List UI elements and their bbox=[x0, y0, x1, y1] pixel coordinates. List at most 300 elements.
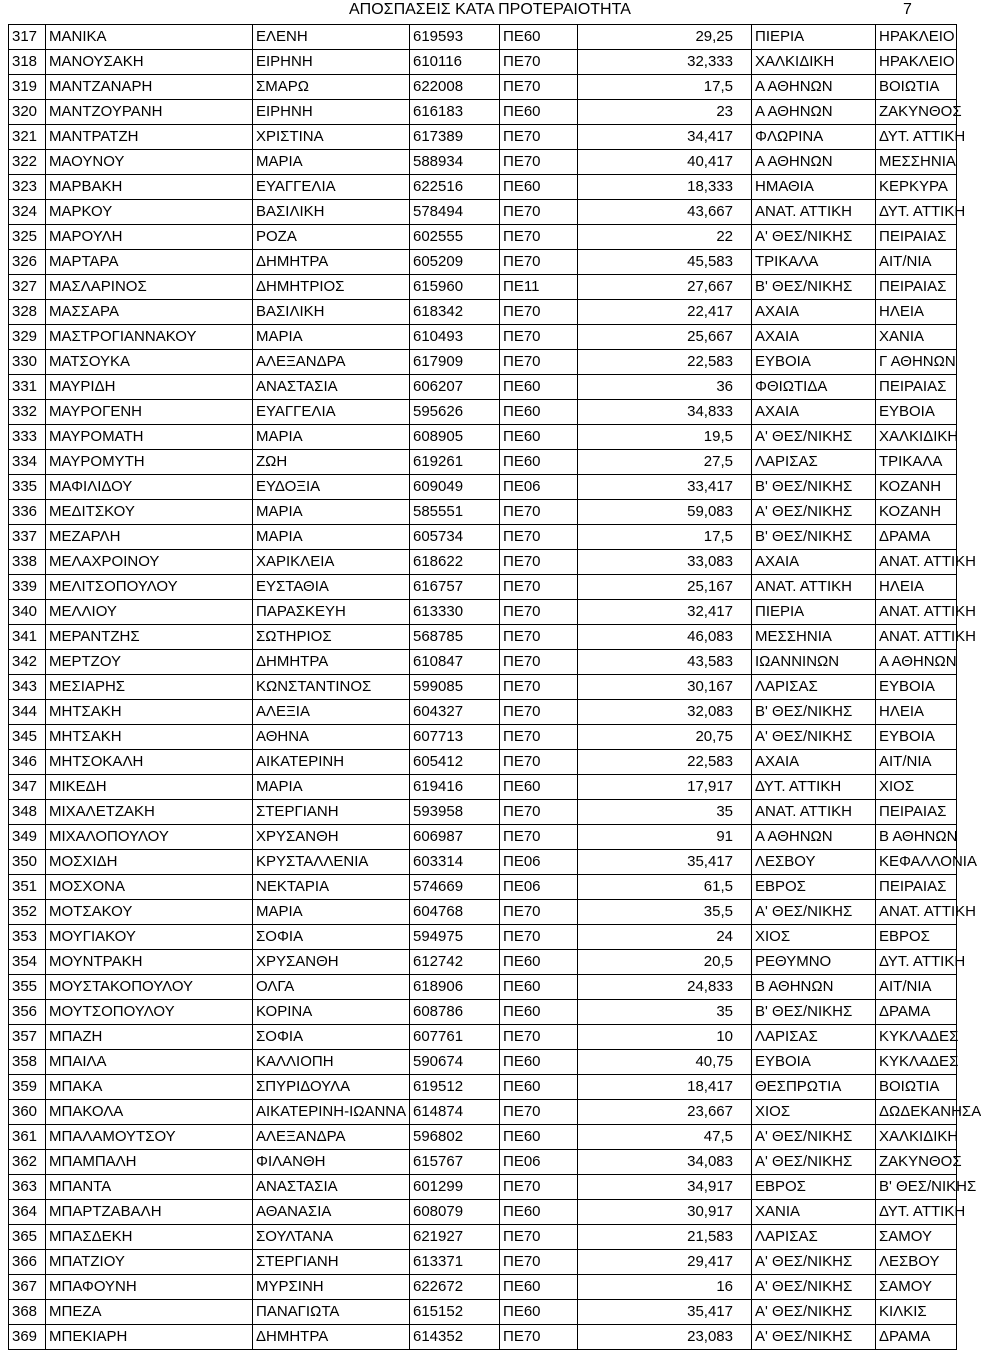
origin-area-cell: Α' ΘΕΣ/ΝΙΚΗΣ bbox=[752, 1150, 876, 1175]
specialty-cell: ΠΕ70 bbox=[500, 1250, 578, 1275]
registry-number-cell: 608905 bbox=[410, 425, 500, 450]
table-row bbox=[9, 1325, 957, 1350]
first-name-cell: ΕΙΡΗΝΗ bbox=[253, 50, 410, 75]
first-name-cell: ΣΠΥΡΙΔΟΥΛΑ bbox=[253, 1075, 410, 1100]
first-name-cell: ΣΤΕΡΓΙΑΝΗ bbox=[253, 1250, 410, 1275]
table-row bbox=[9, 150, 957, 175]
points-cell: 30,167 bbox=[578, 675, 752, 700]
table-row bbox=[9, 950, 957, 975]
first-name-cell: ΚΟΡΙΝΑ bbox=[253, 1000, 410, 1025]
destination-area-cell: ΔΥΤ. ΑΤΤΙΚΗ bbox=[876, 125, 957, 150]
registry-number-cell: 605412 bbox=[410, 750, 500, 775]
surname-cell: ΜΑΡΟΥΛΗ bbox=[46, 225, 253, 250]
surname-cell: ΜΠΑΖΗ bbox=[46, 1025, 253, 1050]
origin-area-cell: ΤΡΙΚΑΛΑ bbox=[752, 250, 876, 275]
table-row bbox=[9, 350, 957, 375]
row-number-cell: 320 bbox=[9, 100, 46, 125]
destination-area-cell: ΖΑΚΥΝΘΟΣ bbox=[876, 100, 957, 125]
points-cell: 24,833 bbox=[578, 975, 752, 1000]
table-row bbox=[9, 625, 957, 650]
destination-area-cell: ΣΑΜΟΥ bbox=[876, 1225, 957, 1250]
origin-area-cell: ΦΛΩΡΙΝΑ bbox=[752, 125, 876, 150]
first-name-cell: ΣΟΦΙΑ bbox=[253, 925, 410, 950]
row-number-cell: 351 bbox=[9, 875, 46, 900]
table-row bbox=[9, 575, 957, 600]
row-number-cell: 335 bbox=[9, 475, 46, 500]
registry-number-cell: 574669 bbox=[410, 875, 500, 900]
destination-area-cell: ΚΥΚΛΑΔΕΣ bbox=[876, 1025, 957, 1050]
surname-cell: ΜΑΥΡΟΜΥΤΗ bbox=[46, 450, 253, 475]
destination-area-cell: ΗΛΕΙΑ bbox=[876, 300, 957, 325]
first-name-cell: ΑΙΚΑΤΕΡΙΝΗ bbox=[253, 750, 410, 775]
registry-number-cell: 605209 bbox=[410, 250, 500, 275]
points-cell: 23,667 bbox=[578, 1100, 752, 1125]
points-cell: 45,583 bbox=[578, 250, 752, 275]
origin-area-cell: ΔΥΤ. ΑΤΤΙΚΗ bbox=[752, 775, 876, 800]
first-name-cell: ΕΙΡΗΝΗ bbox=[253, 100, 410, 125]
origin-area-cell: Β' ΘΕΣ/ΝΙΚΗΣ bbox=[752, 525, 876, 550]
origin-area-cell: ΜΕΣΣΗΝΙΑ bbox=[752, 625, 876, 650]
table-row bbox=[9, 1275, 957, 1300]
destination-area-cell: ΒΟΙΩΤΙΑ bbox=[876, 75, 957, 100]
row-number-cell: 348 bbox=[9, 800, 46, 825]
registry-number-cell: 618342 bbox=[410, 300, 500, 325]
destination-area-cell: ΠΕΙΡΑΙΑΣ bbox=[876, 275, 957, 300]
points-cell: 40,75 bbox=[578, 1050, 752, 1075]
specialty-cell: ΠΕ70 bbox=[500, 800, 578, 825]
origin-area-cell: ΛΑΡΙΣΑΣ bbox=[752, 1225, 876, 1250]
specialty-cell: ΠΕ70 bbox=[500, 550, 578, 575]
specialty-cell: ΠΕ60 bbox=[500, 1300, 578, 1325]
points-cell: 22 bbox=[578, 225, 752, 250]
row-number-cell: 329 bbox=[9, 325, 46, 350]
points-cell: 30,917 bbox=[578, 1200, 752, 1225]
first-name-cell: ΠΑΡΑΣΚΕΥΗ bbox=[253, 600, 410, 625]
surname-cell: ΜΑΣΣΑΡΑ bbox=[46, 300, 253, 325]
table-row bbox=[9, 675, 957, 700]
destination-area-cell: Γ ΑΘΗΝΩΝ bbox=[876, 350, 957, 375]
first-name-cell: ΧΡΥΣΑΝΘΗ bbox=[253, 825, 410, 850]
table-row bbox=[9, 750, 957, 775]
origin-area-cell: Β' ΘΕΣ/ΝΙΚΗΣ bbox=[752, 275, 876, 300]
origin-area-cell: ΕΒΡΟΣ bbox=[752, 1175, 876, 1200]
specialty-cell: ΠΕ70 bbox=[500, 125, 578, 150]
surname-cell: ΜΕΛΑΧΡΟΙΝΟΥ bbox=[46, 550, 253, 575]
origin-area-cell: ΠΙΕΡΙΑ bbox=[752, 25, 876, 50]
destination-area-cell: ΛΕΣΒΟΥ bbox=[876, 1250, 957, 1275]
table-row bbox=[9, 300, 957, 325]
registry-number-cell: 619261 bbox=[410, 450, 500, 475]
first-name-cell: ΔΗΜΗΤΡΑ bbox=[253, 250, 410, 275]
first-name-cell: ΕΥΑΓΓΕΛΙΑ bbox=[253, 175, 410, 200]
specialty-cell: ΠΕ60 bbox=[500, 975, 578, 1000]
table-row bbox=[9, 100, 957, 125]
first-name-cell: ΜΥΡΣΙΝΗ bbox=[253, 1275, 410, 1300]
row-number-cell: 361 bbox=[9, 1125, 46, 1150]
destination-area-cell: ΚΟΖΑΝΗ bbox=[876, 500, 957, 525]
row-number-cell: 354 bbox=[9, 950, 46, 975]
first-name-cell: ΑΘΗΝΑ bbox=[253, 725, 410, 750]
first-name-cell: ΑΛΕΞΑΝΔΡΑ bbox=[253, 350, 410, 375]
table-row bbox=[9, 325, 957, 350]
row-number-cell: 336 bbox=[9, 500, 46, 525]
surname-cell: ΜΑΟΥΝΟΥ bbox=[46, 150, 253, 175]
points-cell: 17,5 bbox=[578, 525, 752, 550]
surname-cell: ΜΠΑΜΠΑΛΗ bbox=[46, 1150, 253, 1175]
destination-area-cell: ΑΙΤ/ΝΙΑ bbox=[876, 750, 957, 775]
points-cell: 33,417 bbox=[578, 475, 752, 500]
table-row bbox=[9, 175, 957, 200]
surname-cell: ΜΕΖΑΡΛΗ bbox=[46, 525, 253, 550]
row-number-cell: 334 bbox=[9, 450, 46, 475]
points-cell: 35 bbox=[578, 800, 752, 825]
points-cell: 34,083 bbox=[578, 1150, 752, 1175]
points-cell: 21,583 bbox=[578, 1225, 752, 1250]
first-name-cell: ΕΛΕΝΗ bbox=[253, 25, 410, 50]
points-cell: 18,333 bbox=[578, 175, 752, 200]
row-number-cell: 364 bbox=[9, 1200, 46, 1225]
points-cell: 35,417 bbox=[578, 1300, 752, 1325]
surname-cell: ΜΗΤΣΟΚΑΛΗ bbox=[46, 750, 253, 775]
surname-cell: ΜΕΣΙΑΡΗΣ bbox=[46, 675, 253, 700]
specialty-cell: ΠΕ70 bbox=[500, 925, 578, 950]
row-number-cell: 353 bbox=[9, 925, 46, 950]
origin-area-cell: ΙΩΑΝΝΙΝΩΝ bbox=[752, 650, 876, 675]
points-cell: 23 bbox=[578, 100, 752, 125]
destination-area-cell: ΧΙΟΣ bbox=[876, 775, 957, 800]
registry-number-cell: 605734 bbox=[410, 525, 500, 550]
table-row bbox=[9, 25, 957, 50]
points-cell: 17,917 bbox=[578, 775, 752, 800]
specialty-cell: ΠΕ70 bbox=[500, 750, 578, 775]
points-cell: 20,75 bbox=[578, 725, 752, 750]
points-cell: 43,583 bbox=[578, 650, 752, 675]
destination-area-cell: ΚΟΖΑΝΗ bbox=[876, 475, 957, 500]
destination-area-cell: Β ΑΘΗΝΩΝ bbox=[876, 825, 957, 850]
specialty-cell: ΠΕ70 bbox=[500, 200, 578, 225]
first-name-cell: ΑΛΕΞΑΝΔΡΑ bbox=[253, 1125, 410, 1150]
points-cell: 91 bbox=[578, 825, 752, 850]
table-row bbox=[9, 550, 957, 575]
surname-cell: ΜΙΧΑΛΟΠΟΥΛΟΥ bbox=[46, 825, 253, 850]
destination-area-cell: ΣΑΜΟΥ bbox=[876, 1275, 957, 1300]
row-number-cell: 355 bbox=[9, 975, 46, 1000]
registry-number-cell: 617909 bbox=[410, 350, 500, 375]
table-row bbox=[9, 500, 957, 525]
first-name-cell: ΣΩΤΗΡΙΟΣ bbox=[253, 625, 410, 650]
points-cell: 34,417 bbox=[578, 125, 752, 150]
destination-area-cell: ΑΝΑΤ. ΑΤΤΙΚΗ bbox=[876, 625, 957, 650]
destination-area-cell: ΒΟΙΩΤΙΑ bbox=[876, 1075, 957, 1100]
registry-number-cell: 614352 bbox=[410, 1325, 500, 1350]
table-row bbox=[9, 225, 957, 250]
surname-cell: ΜΑΡΒΑΚΗ bbox=[46, 175, 253, 200]
destination-area-cell: ΔΡΑΜΑ bbox=[876, 1325, 957, 1350]
specialty-cell: ΠΕ70 bbox=[500, 575, 578, 600]
first-name-cell: ΖΩΗ bbox=[253, 450, 410, 475]
row-number-cell: 337 bbox=[9, 525, 46, 550]
table-row bbox=[9, 1075, 957, 1100]
table-row bbox=[9, 700, 957, 725]
first-name-cell: ΔΗΜΗΤΡΙΟΣ bbox=[253, 275, 410, 300]
surname-cell: ΜΠΑΣΔΕΚΗ bbox=[46, 1225, 253, 1250]
points-cell: 22,417 bbox=[578, 300, 752, 325]
table-row bbox=[9, 975, 957, 1000]
table-row bbox=[9, 1200, 957, 1225]
row-number-cell: 349 bbox=[9, 825, 46, 850]
origin-area-cell: ΡΕΘΥΜΝΟ bbox=[752, 950, 876, 975]
first-name-cell: ΑΘΑΝΑΣΙΑ bbox=[253, 1200, 410, 1225]
surname-cell: ΜΠΑΝΤΑ bbox=[46, 1175, 253, 1200]
specialty-cell: ΠΕ06 bbox=[500, 475, 578, 500]
table-row bbox=[9, 850, 957, 875]
points-cell: 20,5 bbox=[578, 950, 752, 975]
surname-cell: ΜΑΝΤΡΑΤΖΗ bbox=[46, 125, 253, 150]
row-number-cell: 322 bbox=[9, 150, 46, 175]
specialty-cell: ΠΕ70 bbox=[500, 1025, 578, 1050]
points-cell: 24 bbox=[578, 925, 752, 950]
origin-area-cell: ΑΝΑΤ. ΑΤΤΙΚΗ bbox=[752, 800, 876, 825]
table-row bbox=[9, 450, 957, 475]
page-number: 7 bbox=[903, 1, 912, 18]
specialty-cell: ΠΕ60 bbox=[500, 400, 578, 425]
registry-number-cell: 618622 bbox=[410, 550, 500, 575]
table-row bbox=[9, 400, 957, 425]
surname-cell: ΜΠΑΤΖΙΟΥ bbox=[46, 1250, 253, 1275]
specialty-cell: ΠΕ60 bbox=[500, 1200, 578, 1225]
origin-area-cell: Α' ΘΕΣ/ΝΙΚΗΣ bbox=[752, 500, 876, 525]
registry-number-cell: 588934 bbox=[410, 150, 500, 175]
points-cell: 35,417 bbox=[578, 850, 752, 875]
row-number-cell: 367 bbox=[9, 1275, 46, 1300]
surname-cell: ΜΙΚΕΔΗ bbox=[46, 775, 253, 800]
specialty-cell: ΠΕ70 bbox=[500, 675, 578, 700]
row-number-cell: 358 bbox=[9, 1050, 46, 1075]
points-cell: 25,667 bbox=[578, 325, 752, 350]
surname-cell: ΜΕΛΙΤΣΟΠΟΥΛΟΥ bbox=[46, 575, 253, 600]
specialty-cell: ΠΕ60 bbox=[500, 1275, 578, 1300]
points-cell: 29,25 bbox=[578, 25, 752, 50]
row-number-cell: 368 bbox=[9, 1300, 46, 1325]
table-row bbox=[9, 1100, 957, 1125]
specialty-cell: ΠΕ70 bbox=[500, 50, 578, 75]
surname-cell: ΜΗΤΣΑΚΗ bbox=[46, 725, 253, 750]
registry-number-cell: 616183 bbox=[410, 100, 500, 125]
origin-area-cell: Α' ΘΕΣ/ΝΙΚΗΣ bbox=[752, 900, 876, 925]
origin-area-cell: ΕΥΒΟΙΑ bbox=[752, 350, 876, 375]
first-name-cell: ΣΟΥΛΤΑΝΑ bbox=[253, 1225, 410, 1250]
row-number-cell: 359 bbox=[9, 1075, 46, 1100]
row-number-cell: 350 bbox=[9, 850, 46, 875]
surname-cell: ΜΑΝΟΥΣΑΚΗ bbox=[46, 50, 253, 75]
row-number-cell: 347 bbox=[9, 775, 46, 800]
points-cell: 34,917 bbox=[578, 1175, 752, 1200]
first-name-cell: ΣΜΑΡΩ bbox=[253, 75, 410, 100]
page-header bbox=[0, 0, 960, 24]
table-row bbox=[9, 825, 957, 850]
registry-number-cell: 615767 bbox=[410, 1150, 500, 1175]
specialty-cell: ΠΕ70 bbox=[500, 600, 578, 625]
first-name-cell: ΑΝΑΣΤΑΣΙΑ bbox=[253, 1175, 410, 1200]
row-number-cell: 363 bbox=[9, 1175, 46, 1200]
destination-area-cell: ΗΛΕΙΑ bbox=[876, 700, 957, 725]
destination-area-cell: ΔΥΤ. ΑΤΤΙΚΗ bbox=[876, 200, 957, 225]
surname-cell: ΜΟΥΝΤΡΑΚΗ bbox=[46, 950, 253, 975]
surname-cell: ΜΠΑΚΑ bbox=[46, 1075, 253, 1100]
origin-area-cell: Β' ΘΕΣ/ΝΙΚΗΣ bbox=[752, 700, 876, 725]
origin-area-cell: ΑΧΑΙΑ bbox=[752, 750, 876, 775]
table-row bbox=[9, 475, 957, 500]
registry-number-cell: 606987 bbox=[410, 825, 500, 850]
surname-cell: ΜΠΑΦΟΥΝΗ bbox=[46, 1275, 253, 1300]
registry-number-cell: 593958 bbox=[410, 800, 500, 825]
surname-cell: ΜΟΣΧΙΔΗ bbox=[46, 850, 253, 875]
first-name-cell: ΕΥΑΓΓΕΛΙΑ bbox=[253, 400, 410, 425]
first-name-cell: ΜΑΡΙΑ bbox=[253, 775, 410, 800]
destination-area-cell: ΚΕΦΑΛΛΟΝΙΑ bbox=[876, 850, 957, 875]
table-row bbox=[9, 125, 957, 150]
destination-area-cell: ΚΕΡΚΥΡΑ bbox=[876, 175, 957, 200]
points-cell: 27,5 bbox=[578, 450, 752, 475]
origin-area-cell: ΘΕΣΠΡΩΤΙΑ bbox=[752, 1075, 876, 1100]
specialty-cell: ΠΕ70 bbox=[500, 525, 578, 550]
destination-area-cell: ΑΝΑΤ. ΑΤΤΙΚΗ bbox=[876, 550, 957, 575]
origin-area-cell: ΕΥΒΟΙΑ bbox=[752, 1050, 876, 1075]
specialty-cell: ΠΕ06 bbox=[500, 1150, 578, 1175]
surname-cell: ΜΕΡΑΝΤΖΗΣ bbox=[46, 625, 253, 650]
row-number-cell: 356 bbox=[9, 1000, 46, 1025]
origin-area-cell: ΧΙΟΣ bbox=[752, 1100, 876, 1125]
surname-cell: ΜΠΑΚΟΛΑ bbox=[46, 1100, 253, 1125]
destination-area-cell: ΚΥΚΛΑΔΕΣ bbox=[876, 1050, 957, 1075]
first-name-cell: ΕΥΣΤΑΘΙΑ bbox=[253, 575, 410, 600]
destination-area-cell: ΗΛΕΙΑ bbox=[876, 575, 957, 600]
specialty-cell: ΠΕ70 bbox=[500, 1100, 578, 1125]
table-row bbox=[9, 775, 957, 800]
destination-area-cell: ΔΡΑΜΑ bbox=[876, 525, 957, 550]
first-name-cell: ΑΝΑΣΤΑΣΙΑ bbox=[253, 375, 410, 400]
row-number-cell: 357 bbox=[9, 1025, 46, 1050]
destination-area-cell: ΠΕΙΡΑΙΑΣ bbox=[876, 375, 957, 400]
destination-area-cell: Β' ΘΕΣ/ΝΙΚΗΣ bbox=[876, 1175, 957, 1200]
specialty-cell: ΠΕ60 bbox=[500, 775, 578, 800]
surname-cell: ΜΑΦΙΛΙΔΟΥ bbox=[46, 475, 253, 500]
specialty-cell: ΠΕ60 bbox=[500, 100, 578, 125]
destination-area-cell: ΔΡΑΜΑ bbox=[876, 1000, 957, 1025]
surname-cell: ΜΟΤΣΑΚΟΥ bbox=[46, 900, 253, 925]
destination-area-cell: ΔΥΤ. ΑΤΤΙΚΗ bbox=[876, 950, 957, 975]
destination-area-cell: ΖΑΚΥΝΘΟΣ bbox=[876, 1150, 957, 1175]
destination-area-cell: ΧΑΛΚΙΔΙΚΗ bbox=[876, 1125, 957, 1150]
surname-cell: ΜΟΣΧΟΝΑ bbox=[46, 875, 253, 900]
surname-cell: ΜΑΣΛΑΡΙΝΟΣ bbox=[46, 275, 253, 300]
origin-area-cell: ΛΑΡΙΣΑΣ bbox=[752, 450, 876, 475]
row-number-cell: 345 bbox=[9, 725, 46, 750]
surname-cell: ΜΠΑΙΛΑ bbox=[46, 1050, 253, 1075]
points-cell: 61,5 bbox=[578, 875, 752, 900]
table-row bbox=[9, 1300, 957, 1325]
origin-area-cell: ΠΙΕΡΙΑ bbox=[752, 600, 876, 625]
specialty-cell: ΠΕ60 bbox=[500, 1125, 578, 1150]
table-row bbox=[9, 1150, 957, 1175]
registry-number-cell: 596802 bbox=[410, 1125, 500, 1150]
specialty-cell: ΠΕ60 bbox=[500, 1000, 578, 1025]
destination-area-cell: ΑΙΤ/ΝΙΑ bbox=[876, 250, 957, 275]
row-number-cell: 324 bbox=[9, 200, 46, 225]
destination-area-cell: ΗΡΑΚΛΕΙΟ bbox=[876, 25, 957, 50]
row-number-cell: 331 bbox=[9, 375, 46, 400]
points-cell: 35,5 bbox=[578, 900, 752, 925]
row-number-cell: 325 bbox=[9, 225, 46, 250]
destination-area-cell: ΠΕΙΡΑΙΑΣ bbox=[876, 225, 957, 250]
points-cell: 34,833 bbox=[578, 400, 752, 425]
destination-area-cell: ΤΡΙΚΑΛΑ bbox=[876, 450, 957, 475]
table-row bbox=[9, 425, 957, 450]
surname-cell: ΜΙΧΑΛΕΤΖΑΚΗ bbox=[46, 800, 253, 825]
first-name-cell: ΠΑΝΑΓΙΩΤΑ bbox=[253, 1300, 410, 1325]
table-row bbox=[9, 650, 957, 675]
specialty-cell: ΠΕ60 bbox=[500, 425, 578, 450]
row-number-cell: 369 bbox=[9, 1325, 46, 1350]
specialty-cell: ΠΕ60 bbox=[500, 950, 578, 975]
destination-area-cell: ΧΑΝΙΑ bbox=[876, 325, 957, 350]
first-name-cell: ΜΑΡΙΑ bbox=[253, 425, 410, 450]
points-cell: 36 bbox=[578, 375, 752, 400]
registry-number-cell: 603314 bbox=[410, 850, 500, 875]
first-name-cell: ΣΤΕΡΓΙΑΝΗ bbox=[253, 800, 410, 825]
specialty-cell: ΠΕ60 bbox=[500, 450, 578, 475]
table-row bbox=[9, 275, 957, 300]
registry-number-cell: 619512 bbox=[410, 1075, 500, 1100]
table-row bbox=[9, 75, 957, 100]
table-row bbox=[9, 800, 957, 825]
origin-area-cell: ΑΧΑΙΑ bbox=[752, 325, 876, 350]
registry-number-cell: 585551 bbox=[410, 500, 500, 525]
surname-cell: ΜΗΤΣΑΚΗ bbox=[46, 700, 253, 725]
surname-cell: ΜΑΣΤΡΟΓΙΑΝΝΑΚΟΥ bbox=[46, 325, 253, 350]
origin-area-cell: Β ΑΘΗΝΩΝ bbox=[752, 975, 876, 1000]
destination-area-cell: ΑΝΑΤ. ΑΤΤΙΚΗ bbox=[876, 900, 957, 925]
first-name-cell: ΚΑΛΛΙΟΠΗ bbox=[253, 1050, 410, 1075]
surname-cell: ΜΠΕΚΙΑΡΗ bbox=[46, 1325, 253, 1350]
row-number-cell: 360 bbox=[9, 1100, 46, 1125]
first-name-cell: ΚΩΝΣΤΑΝΤΙΝΟΣ bbox=[253, 675, 410, 700]
points-cell: 29,417 bbox=[578, 1250, 752, 1275]
first-name-cell: ΜΑΡΙΑ bbox=[253, 325, 410, 350]
row-number-cell: 362 bbox=[9, 1150, 46, 1175]
registry-number-cell: 608079 bbox=[410, 1200, 500, 1225]
specialty-cell: ΠΕ70 bbox=[500, 825, 578, 850]
origin-area-cell: ΧΑΝΙΑ bbox=[752, 1200, 876, 1225]
table-row bbox=[9, 1250, 957, 1275]
surname-cell: ΜΕΔΙΤΣΚΟΥ bbox=[46, 500, 253, 525]
first-name-cell: ΣΟΦΙΑ bbox=[253, 1025, 410, 1050]
origin-area-cell: ΛΑΡΙΣΑΣ bbox=[752, 1025, 876, 1050]
row-number-cell: 342 bbox=[9, 650, 46, 675]
registry-number-cell: 578494 bbox=[410, 200, 500, 225]
row-number-cell: 330 bbox=[9, 350, 46, 375]
surname-cell: ΜΠΑΛΑΜΟΥΤΣΟΥ bbox=[46, 1125, 253, 1150]
destination-area-cell: ΔΥΤ. ΑΤΤΙΚΗ bbox=[876, 1200, 957, 1225]
first-name-cell: ΟΛΓΑ bbox=[253, 975, 410, 1000]
points-cell: 33,083 bbox=[578, 550, 752, 575]
registry-number-cell: 594975 bbox=[410, 925, 500, 950]
origin-area-cell: ΑΝΑΤ. ΑΤΤΙΚΗ bbox=[752, 575, 876, 600]
priority-table bbox=[8, 24, 981, 1350]
first-name-cell: ΕΥΔΟΞΙΑ bbox=[253, 475, 410, 500]
origin-area-cell: Α' ΘΕΣ/ΝΙΚΗΣ bbox=[752, 1250, 876, 1275]
table-row bbox=[9, 200, 957, 225]
